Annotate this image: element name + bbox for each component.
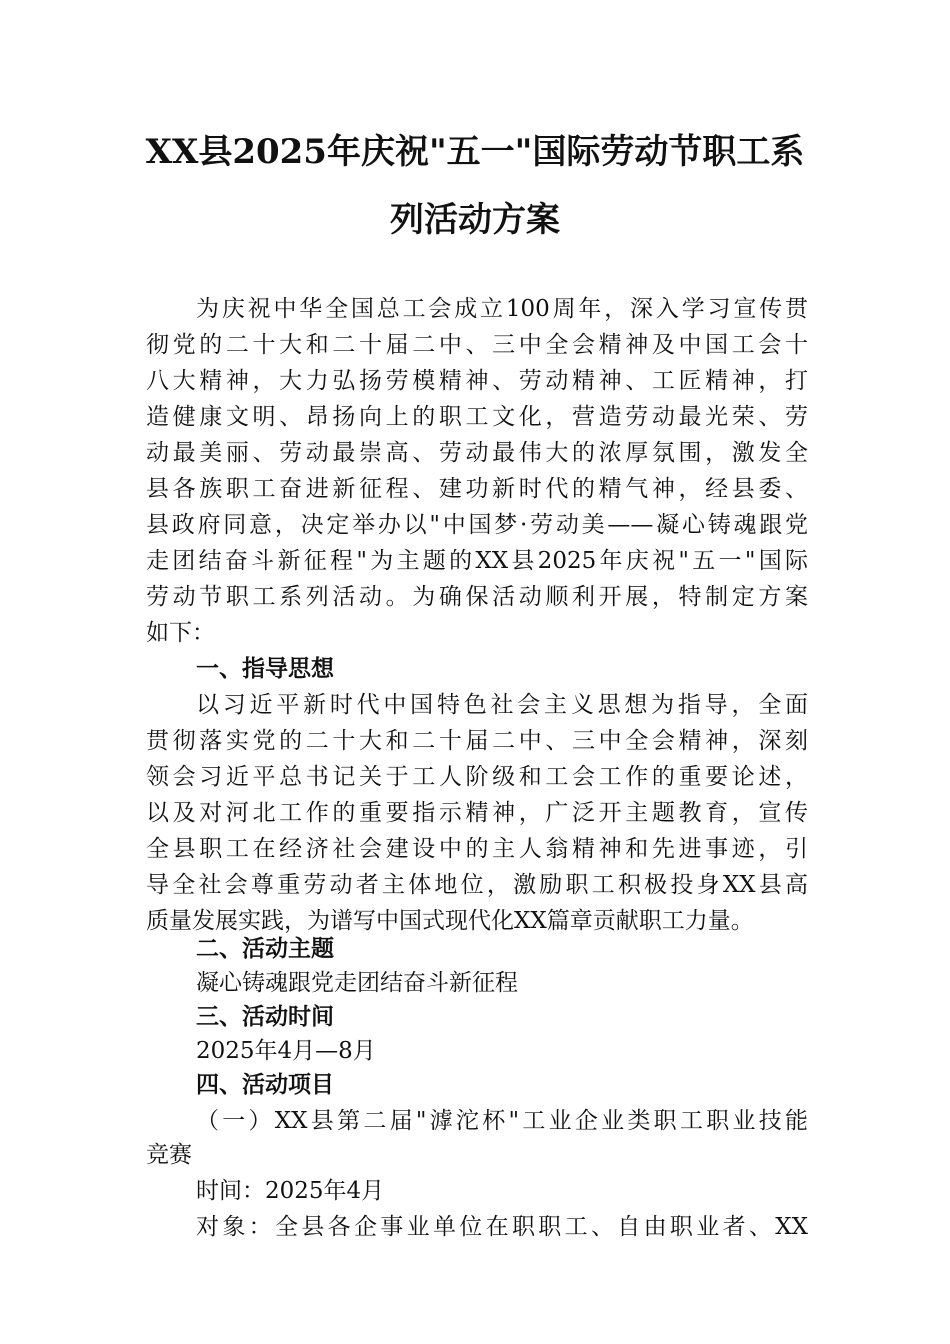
intro-line: 造健康文明、昂扬向上的职工文化，营造劳动最光荣、劳 — [146, 404, 808, 430]
item1-target: 对象：全县各企事业单位在职职工、自由职业者、XX — [196, 1214, 808, 1240]
item1-title-line-2: 竞赛 — [146, 1142, 192, 1168]
section3-text: 2025年4月—8月 — [196, 1038, 376, 1064]
section-heading-activity-time: 三、活动时间 — [196, 1004, 334, 1030]
section2-text: 凝心铸魂跟党走团结奋斗新征程 — [196, 970, 518, 996]
section1-line: 全县职工在经济社会建设中的主人翁精神和先进事迹，引 — [146, 836, 808, 862]
section-heading-guiding-ideology: 一、指导思想 — [196, 656, 334, 682]
intro-line: 县政府同意，决定举办以"中国梦·劳动美——凝心铸魂跟党 — [146, 512, 808, 538]
section1-line: 贯彻落实党的二十大和二十届二中、三中全会精神，深刻 — [146, 728, 808, 754]
intro-line: 走团结奋斗新征程"为主题的XX县2025年庆祝"五一"国际 — [146, 548, 808, 574]
section1-line: 以习近平新时代中国特色社会主义思想为指导，全面 — [196, 692, 808, 718]
intro-line: 动最美丽、劳动最崇高、劳动最伟大的浓厚氛围，激发全 — [146, 440, 808, 466]
intro-line: 为庆祝中华全国总工会成立100周年，深入学习宣传贯 — [196, 296, 808, 322]
intro-line: 彻党的二十大和二十届二中、三中全会精神及中国工会十 — [146, 332, 808, 358]
document-title-line-1: XX县2025年庆祝"五一"国际劳动节职工系 — [145, 132, 805, 172]
intro-line: 如下： — [146, 620, 215, 646]
intro-line: 县各族职工奋进新征程、建功新时代的精气神，经县委、 — [146, 476, 808, 502]
item1-time: 时间：2025年4月 — [196, 1178, 385, 1204]
item1-title-line-1: （一）XX县第二届"滹沱杯"工业企业类职工职业技能 — [196, 1108, 808, 1134]
section1-line: 领会习近平总书记关于工人阶级和工会工作的重要论述， — [146, 764, 808, 790]
section1-line: 以及对河北工作的重要指示精神，广泛开主题教育，宣传 — [146, 800, 808, 826]
section-heading-activity-items: 四、活动项目 — [196, 1072, 334, 1098]
section1-line: 导全社会尊重劳动者主体地位，激励职工积极投身XX县高 — [146, 872, 808, 898]
document-title-line-2: 列活动方案 — [390, 200, 560, 240]
section-heading-activity-theme: 二、活动主题 — [196, 936, 334, 962]
section1-line: 质量发展实践，为谱写中国式现代化XX篇章贡献职工力量。 — [146, 908, 754, 934]
intro-line: 八大精神，大力弘扬劳模精神、劳动精神、工匠精神，打 — [146, 368, 808, 394]
intro-line: 劳动节职工系列活动。为确保活动顺利开展，特制定方案 — [146, 584, 808, 610]
